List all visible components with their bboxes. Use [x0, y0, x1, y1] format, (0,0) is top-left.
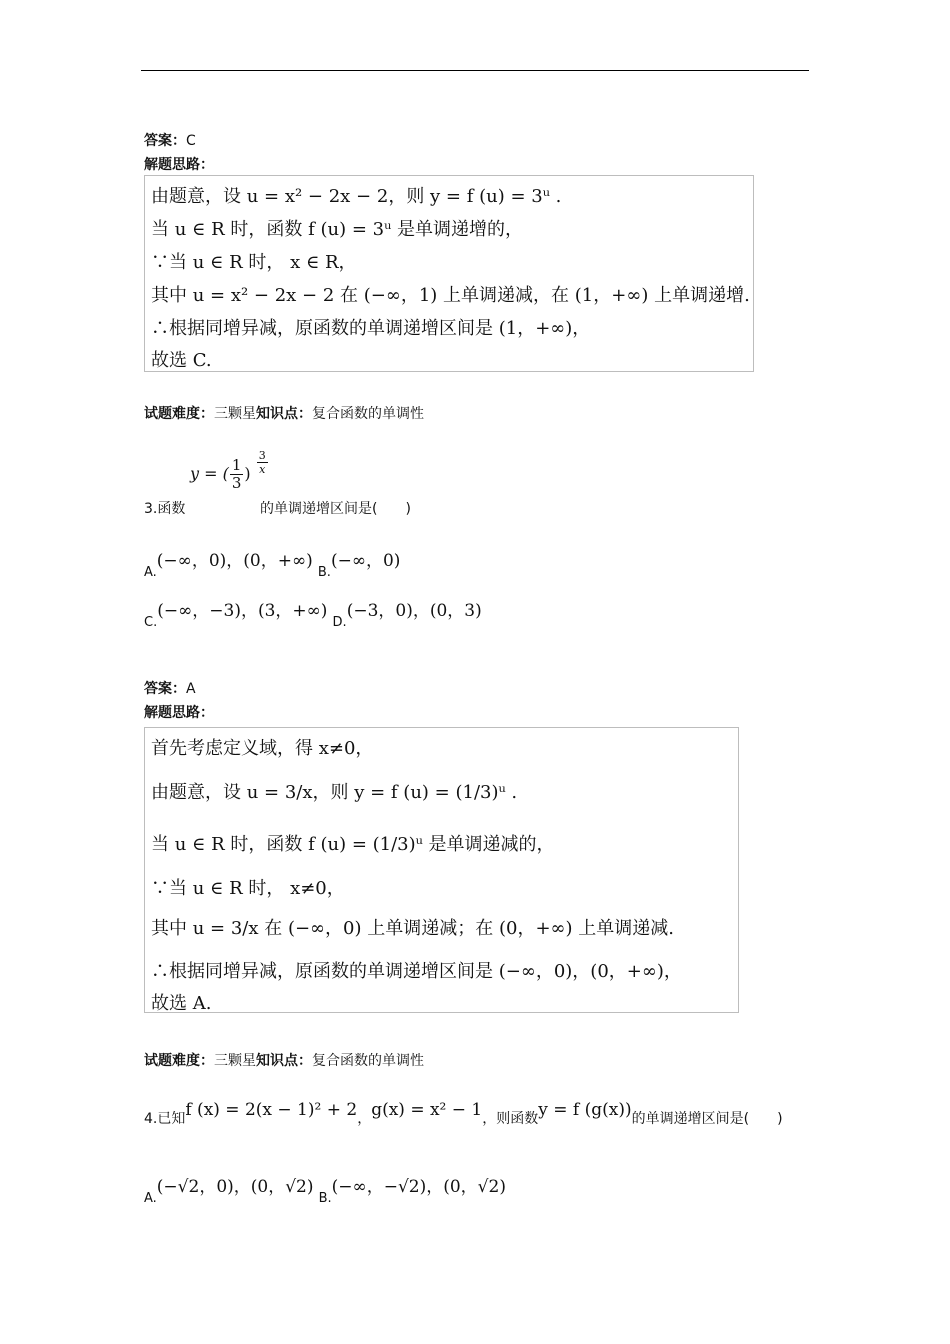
analysis-box [144, 175, 754, 372]
g-definition: g(x) = x² − 1 [371, 1100, 483, 1120]
options-row: C.(−∞，−3)，(3，+∞) D.(−3，0)，(0，3) [144, 601, 482, 630]
analysis-box [144, 727, 739, 1013]
analysis-line: ∵当 u ∈ R 时， x ∈ R， [151, 252, 357, 273]
analysis-label: 解题思路： [144, 157, 214, 173]
analysis-label: 解题思路： [144, 705, 214, 721]
analysis-line: ∴根据同增异减，原函数的单调递增区间是 (1，+∞)， [151, 318, 591, 339]
answer-value: C [186, 133, 196, 149]
option-a[interactable]: (−∞，0)，(0，+∞) [156, 551, 313, 571]
answer-line [144, 130, 196, 150]
answer-label: 答案： [144, 133, 186, 149]
option-b[interactable]: (−∞，−√2)，(0，√2) [331, 1177, 506, 1197]
exponent-fraction: $\frac{3}{x}$ [258, 449, 266, 476]
f-definition: f (x) = 2(x − 1)² + 2 [185, 1100, 358, 1120]
question-prefix: 3.函数 [144, 501, 186, 517]
analysis-line: 首先考虑定义域，得 x≠0， [151, 738, 374, 759]
analysis-line: 当 u ∈ R 时，函数 f (u) = 3ᵘ 是单调递增的， [151, 219, 523, 240]
question-formula: y = ( $\frac{1}{3}$ ) $\frac{3}{x}$ [190, 449, 266, 492]
question-4: 4.已知f (x) = 2(x − 1)² + 2，g(x) = x² − 1，则函数y = f (g(x))的单调递增区间是( ) [144, 1100, 783, 1127]
analysis-line: ∵当 u ∈ R 时， x≠0， [151, 878, 345, 899]
difficulty-line: 试题难度：三颗星知识点：复合函数的单调性 [144, 1053, 424, 1069]
analysis-line: 由题意，设 u = x² − 2x − 2，则 y = f (u) = 3ᵘ . [151, 186, 562, 207]
header-rule [141, 70, 809, 71]
options-row: A.(−∞，0)，(0，+∞) B.(−∞，0) [144, 551, 401, 580]
analysis-line: 其中 u = x² − 2x − 2 在 (−∞，1) 上单调递减，在 (1，+∞) 上单调递增. [151, 285, 750, 306]
answer-value: A [186, 681, 196, 697]
analysis-line: ∴根据同增异减，原函数的单调递增区间是 (−∞，0)，(0，+∞)， [151, 961, 682, 982]
analysis-line: 其中 u = 3/x 在 (−∞，0) 上单调递减；在 (0，+∞) 上单调递减. [151, 918, 674, 939]
question-suffix: 的单调递增区间是( ) [260, 501, 411, 517]
option-d[interactable]: (−3，0)，(0，3) [346, 601, 482, 621]
fraction: $\frac{1}{3}$ [231, 456, 242, 492]
analysis-line: 故选 C. [151, 350, 212, 371]
difficulty-line: 试题难度：三颗星知识点：复合函数的单调性 [144, 406, 424, 422]
analysis-line: 故选 A. [151, 993, 212, 1014]
analysis-line: 当 u ∈ R 时，函数 f (u) = (1/3)ᵘ 是单调递减的， [151, 834, 555, 855]
y-definition: y = f (g(x)) [538, 1100, 632, 1120]
option-a[interactable]: (−√2，0)，(0，√2) [156, 1177, 314, 1197]
answer-line: 答案：A [144, 681, 196, 697]
option-b[interactable]: (−∞，0) [330, 551, 401, 571]
option-c[interactable]: (−∞，−3)，(3，+∞) [157, 601, 328, 621]
options-row: A.(−√2，0)，(0，√2) B.(−∞，−√2)，(0，√2) [144, 1177, 506, 1206]
analysis-line: 由题意，设 u = 3/x，则 y = f (u) = (1/3)ᵘ . [151, 782, 518, 803]
